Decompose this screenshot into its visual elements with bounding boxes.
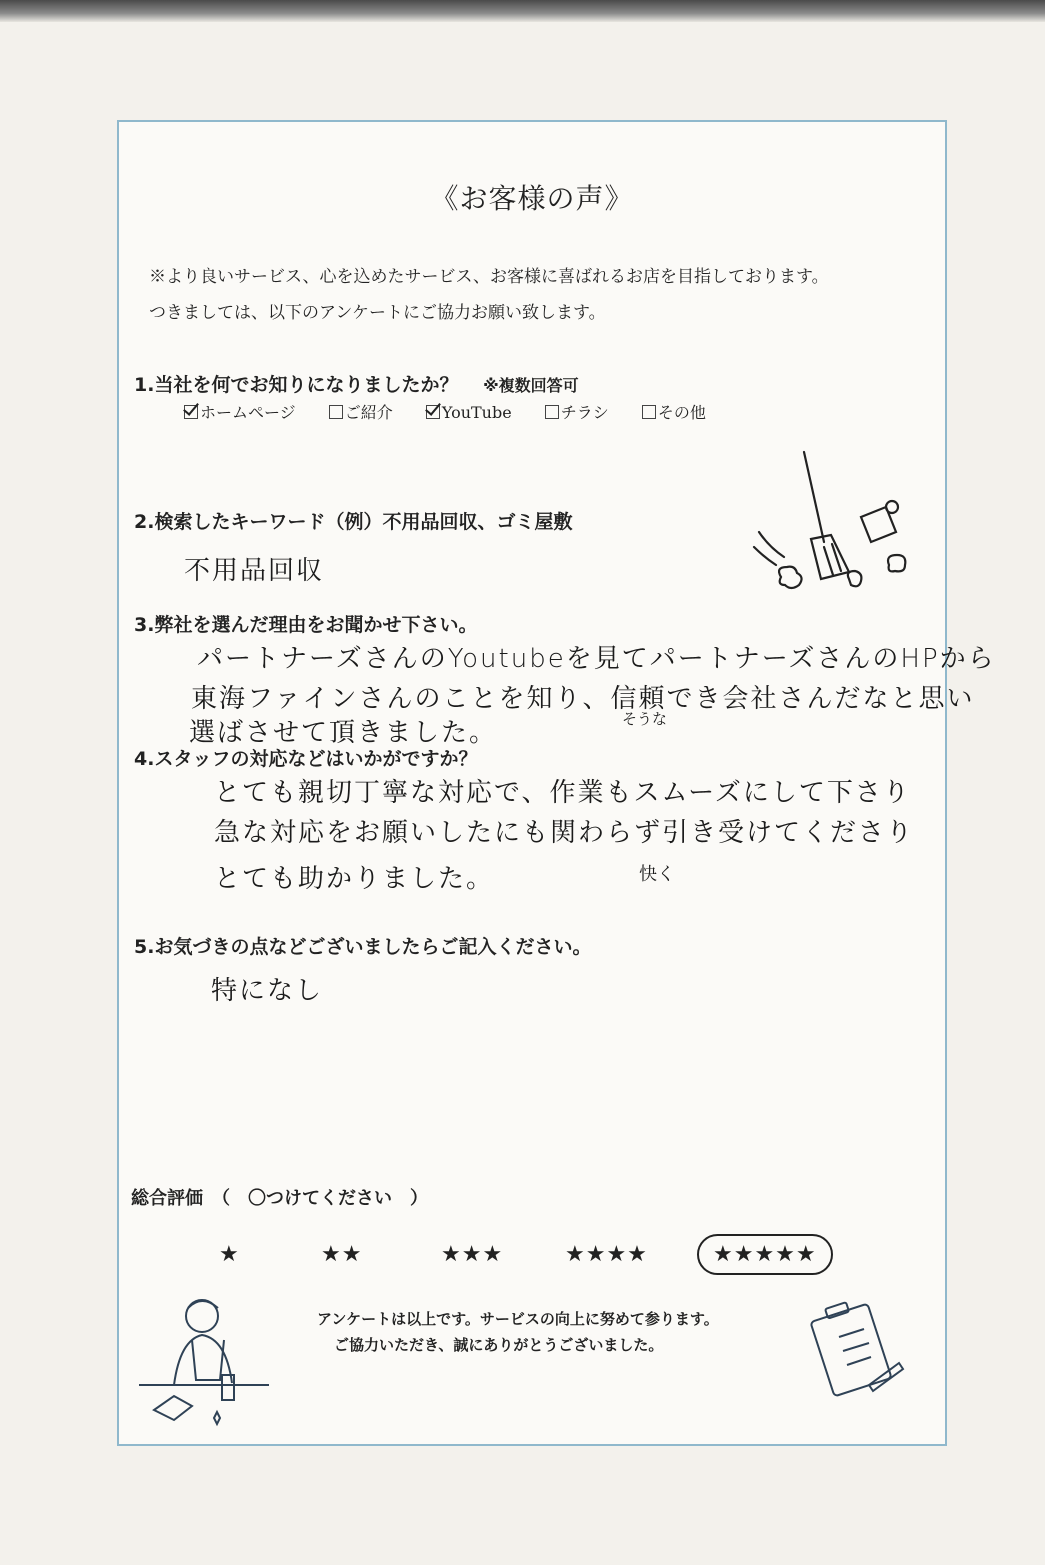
option-label: YouTube	[441, 403, 512, 422]
option-referral[interactable]	[329, 400, 393, 423]
q5-answer: 特になし	[211, 976, 324, 1006]
rating-option-4[interactable]: ★★★★	[565, 1242, 648, 1267]
option-label: その他	[657, 403, 706, 422]
intro-line-2: つきましては、以下のアンケートにご協力お願い致します。	[149, 303, 606, 323]
q5-label: 5.お気づきの点などございましたらご記入ください。	[134, 936, 592, 958]
option-homepage[interactable]	[184, 400, 296, 423]
survey-sheet	[117, 120, 996, 1446]
q4-label: 4.スタッフの対応などはいかがですか？	[134, 748, 478, 770]
q1-note: ※複数回答可	[483, 376, 579, 395]
q3-answer-line-2: 東海ファインさんのことを知り、信頼でき会社さんだなと思い	[191, 684, 975, 714]
q2-answer: 不用品回収	[184, 556, 325, 586]
checkbox-checked-icon[interactable]	[184, 405, 198, 419]
q2-label: 2.検索したキーワード（例）不用品回収、ゴミ屋敷	[134, 511, 573, 533]
rating-option-1[interactable]: ★	[219, 1242, 240, 1267]
option-youtube[interactable]	[426, 403, 512, 422]
q3-insert-mark: そうな	[622, 710, 668, 728]
rating-option-2[interactable]: ★★	[321, 1242, 363, 1267]
closing-line-1: アンケートは以上です。サービスの向上に努めて参ります。	[317, 1310, 719, 1328]
q1-question: 1.当社を何でお知りになりましたか？	[134, 374, 459, 396]
cleaning-person-icon	[134, 1290, 274, 1430]
rating-option-3[interactable]: ★★★	[441, 1242, 504, 1267]
q4-answer-line-1: とても親切丁寧な対応で、作業もスムーズにして下さり	[214, 778, 911, 808]
checkbox-checked-icon[interactable]	[426, 405, 440, 419]
option-label: チラシ	[560, 403, 609, 422]
option-label: ホームページ	[200, 403, 296, 422]
scan-top-edge	[0, 0, 1045, 22]
q4-insert-mark: 快く	[639, 864, 675, 885]
checkbox-icon[interactable]	[329, 405, 343, 419]
checkbox-icon[interactable]	[642, 405, 656, 419]
q4-answer-line-2: 急な対応をお願いしたにも関わらず引き受けてくださり	[214, 818, 915, 848]
q1-options	[184, 400, 734, 423]
q3-answer-line-1: パートナーズさんのYoutubeを見てパートナーズさんのHPから	[197, 644, 996, 674]
checkbox-icon[interactable]	[545, 405, 559, 419]
rating-label: 総合評価 （ 〇つけてください ）	[131, 1188, 428, 1209]
clipboard-checklist-icon	[809, 1297, 909, 1402]
q4-answer-line-3: とても助かりました。	[214, 864, 495, 894]
page-title: 《お客様の声》	[430, 182, 634, 215]
intro-line-1: ※より良いサービス、心を込めたサービス、お客様に喜ばれるお店を目指しております。	[149, 267, 829, 287]
rating-option-5-selected[interactable]: ★★★★★	[697, 1234, 833, 1275]
closing-line-2: ご協力いただき、誠にありがとうございました。	[334, 1336, 664, 1354]
option-flyer[interactable]	[545, 400, 609, 423]
q3-answer-line-3: 選ばさせて頂きました。	[189, 718, 498, 748]
option-label: ご紹介	[344, 403, 393, 422]
q1-label	[134, 370, 579, 397]
option-other[interactable]	[642, 400, 706, 423]
broom-dustpan-icon	[749, 447, 924, 607]
q3-label: 3.弊社を選んだ理由をお聞かせ下さい。	[134, 614, 478, 636]
